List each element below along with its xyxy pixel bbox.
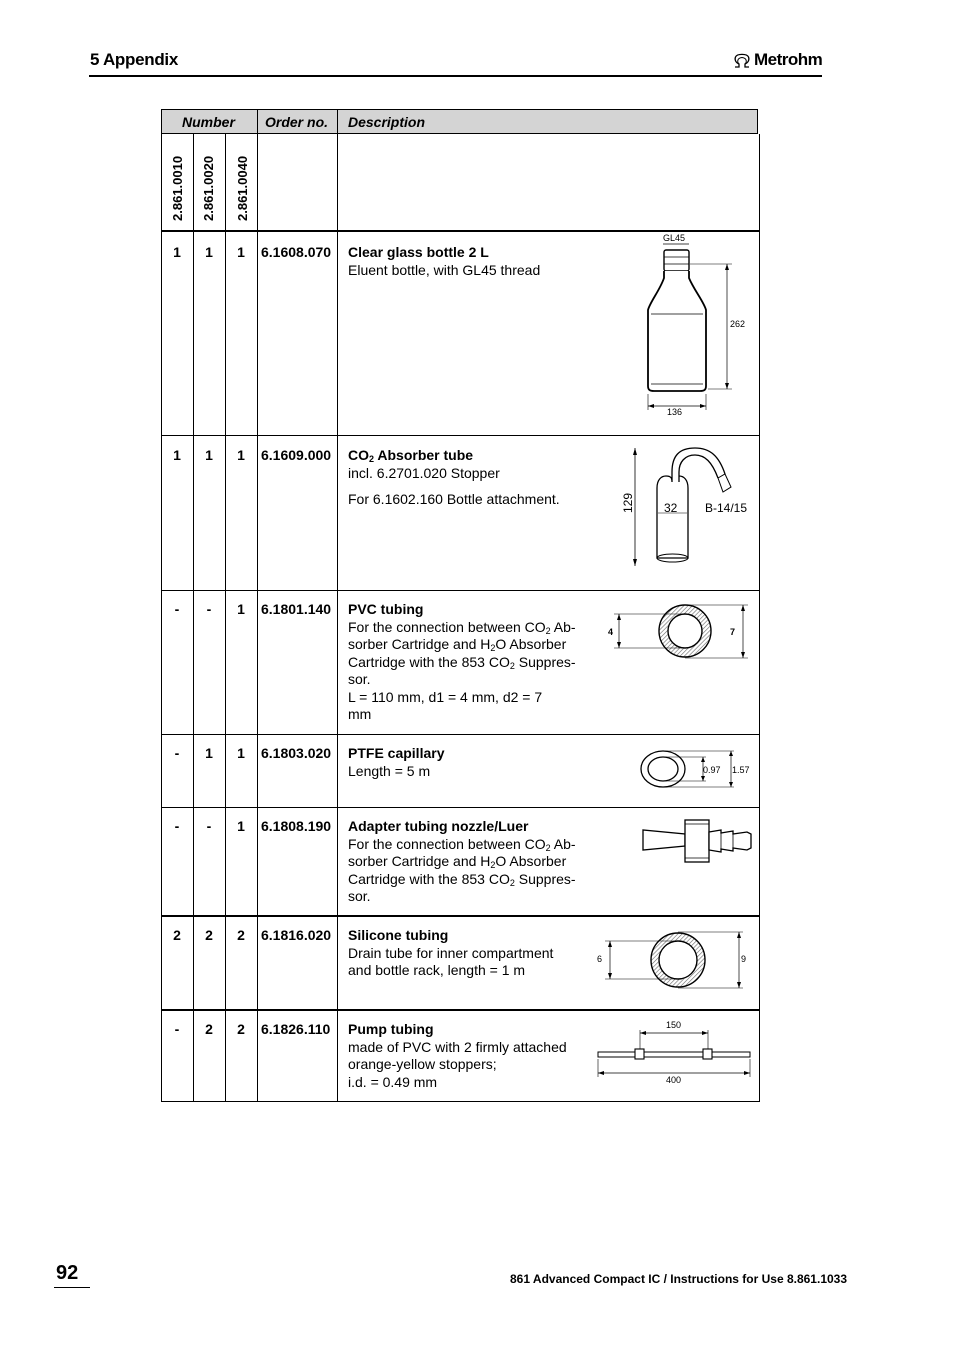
- brand-logo: [732, 50, 822, 70]
- item-text: sor.: [348, 888, 371, 904]
- qty-cell: 1: [173, 244, 181, 260]
- variant-label: 2.861.0020: [201, 155, 216, 221]
- item-title: Adapter tubing nozzle/Luer: [348, 818, 529, 834]
- qty-cell: -: [206, 601, 212, 617]
- item-text: sor.: [348, 671, 371, 687]
- qty-cell: 1: [173, 447, 181, 463]
- variant-label: 2.861.0040: [235, 155, 250, 221]
- table-border-bottom: [161, 1101, 760, 1102]
- qty-cell: -: [174, 818, 180, 834]
- brand-name: Metrohm: [754, 50, 823, 69]
- qty-cell: 2: [205, 1021, 213, 1037]
- qty-cell: 1: [237, 601, 245, 617]
- item-title: $CO_2$ Absorber tube: [348, 447, 474, 464]
- row-divider: [161, 435, 760, 436]
- page-number: 92: [56, 1262, 79, 1284]
- qty-cell: -: [174, 745, 180, 761]
- qty-cell: 2: [173, 927, 181, 943]
- header-rule: [89, 75, 822, 77]
- silicone-tubing-drawing: [593, 925, 753, 995]
- order-number: 6.1826.110: [261, 1021, 331, 1037]
- absorber-tube-drawing: [615, 440, 760, 575]
- qty-cell: -: [174, 601, 180, 617]
- item-text: orange-yellow stoppers;: [348, 1056, 497, 1072]
- item-text: incl. 6.2701.020 Stopper: [348, 464, 500, 481]
- col-divider: [257, 109, 258, 1102]
- silicone-d2-label: 9: [741, 954, 747, 964]
- pump-total-label: 400: [666, 1075, 682, 1085]
- ptfe-d1-label: 0.97: [703, 765, 721, 775]
- qty-cell: -: [206, 818, 212, 834]
- item-text: sorber Cartridge and $H_2O$ Absorber: [348, 636, 567, 653]
- description-cell: [348, 601, 583, 724]
- col-order: Order no.: [265, 114, 329, 130]
- order-number: 6.1609.000: [261, 447, 332, 463]
- item-text: and bottle rack, length = 1 m: [348, 962, 526, 978]
- section-title: 5 Appendix: [90, 50, 178, 69]
- absorber-width-label: 32: [664, 501, 678, 515]
- item-text: made of PVC with 2 firmly attached: [348, 1038, 567, 1055]
- table-header: [161, 109, 758, 134]
- order-number: 6.1808.190: [261, 818, 332, 834]
- item-title: Pump tubing: [348, 1021, 434, 1037]
- col-number: Number: [182, 114, 235, 130]
- description-cell: [348, 244, 583, 279]
- item-text: Cartridge with the 853 $CO_2$ Suppres-: [348, 653, 576, 671]
- pump-inner-label: 150: [666, 1020, 682, 1030]
- description-cell: [348, 1021, 583, 1091]
- row-divider: [161, 807, 760, 808]
- bottle-drawing: [620, 230, 760, 425]
- qty-cell: 1: [205, 244, 213, 260]
- item-title: PVC tubing: [348, 601, 424, 617]
- item-text: For the connection between $CO_2$ Ab-: [348, 618, 576, 636]
- qty-cell: 1: [205, 745, 213, 761]
- qty-cell: 2: [205, 927, 213, 943]
- qty-cell: 1: [237, 244, 245, 260]
- description-cell: [348, 927, 583, 980]
- footer-doc-title: 861 Advanced Compact IC / Instructions for Use 8.861.1033: [510, 1272, 848, 1286]
- description-cell: [348, 818, 583, 906]
- item-text: For 6.1602.160 Bottle attachment.: [348, 491, 560, 507]
- silicone-d1-label: 6: [597, 954, 603, 964]
- item-text: Length = 5 m: [348, 762, 431, 779]
- qty-cell: 1: [205, 447, 213, 463]
- adapter-nozzle-drawing: [635, 812, 760, 872]
- qty-cell: -: [174, 1021, 180, 1037]
- ptfe-capillary-drawing: [635, 745, 755, 795]
- col-divider: [225, 134, 226, 1102]
- qty-cell: 1: [237, 447, 245, 463]
- row-divider: [161, 915, 760, 917]
- row-divider: [161, 1009, 760, 1011]
- item-text: i.d. = 0.49 mm: [348, 1073, 438, 1090]
- pvc-d1-label: 4: [608, 627, 614, 637]
- absorber-joint-label: B-14/15: [705, 501, 748, 515]
- item-text: Eluent bottle, with GL45 thread: [348, 261, 541, 278]
- order-number: 6.1803.020: [261, 745, 332, 761]
- item-title: Silicone tubing: [348, 927, 449, 943]
- bottle-width-label: 136: [667, 407, 683, 417]
- description-cell: [348, 447, 583, 509]
- pvc-tubing-drawing: [600, 600, 755, 665]
- item-text: mm: [348, 706, 372, 722]
- order-number: 6.1801.140: [261, 601, 332, 617]
- omega-logo-icon: [732, 51, 752, 69]
- bottle-height-label: 262: [730, 319, 746, 329]
- row-divider: [161, 590, 760, 591]
- ptfe-d2-label: 1.57: [732, 765, 750, 775]
- item-text: For the connection between $CO_2$ Ab-: [348, 835, 576, 853]
- qty-cell: 2: [237, 1021, 245, 1037]
- col-divider: [337, 109, 338, 1102]
- item-title: PTFE capillary: [348, 745, 445, 761]
- item-text: sorber Cartridge and $H_2O$ Absorber: [348, 853, 567, 870]
- col-description: Description: [348, 114, 426, 130]
- order-number: 6.1816.020: [261, 927, 332, 943]
- item-title: Clear glass bottle 2 L: [348, 244, 489, 260]
- item-text: L = 110 mm, d1 = 4 mm, d2 = 7: [348, 688, 543, 705]
- col-divider: [193, 134, 194, 1102]
- bottle-thread-label: GL45: [663, 233, 686, 243]
- item-text: Drain tube for inner compartment: [348, 944, 554, 961]
- absorber-height-label: 129: [621, 492, 635, 513]
- order-number: 6.1608.070: [261, 244, 332, 260]
- variant-label: 2.861.0010: [170, 155, 185, 221]
- pvc-d2-label: 7: [730, 627, 736, 637]
- description-cell: [348, 745, 583, 780]
- page-number-rule: [54, 1287, 90, 1288]
- pump-tubing-drawing: [592, 1015, 754, 1090]
- row-divider: [161, 734, 760, 735]
- qty-cell: 2: [237, 927, 245, 943]
- qty-cell: 1: [237, 818, 245, 834]
- item-text: Cartridge with the 853 $CO_2$ Suppres-: [348, 870, 576, 888]
- qty-cell: 1: [237, 745, 245, 761]
